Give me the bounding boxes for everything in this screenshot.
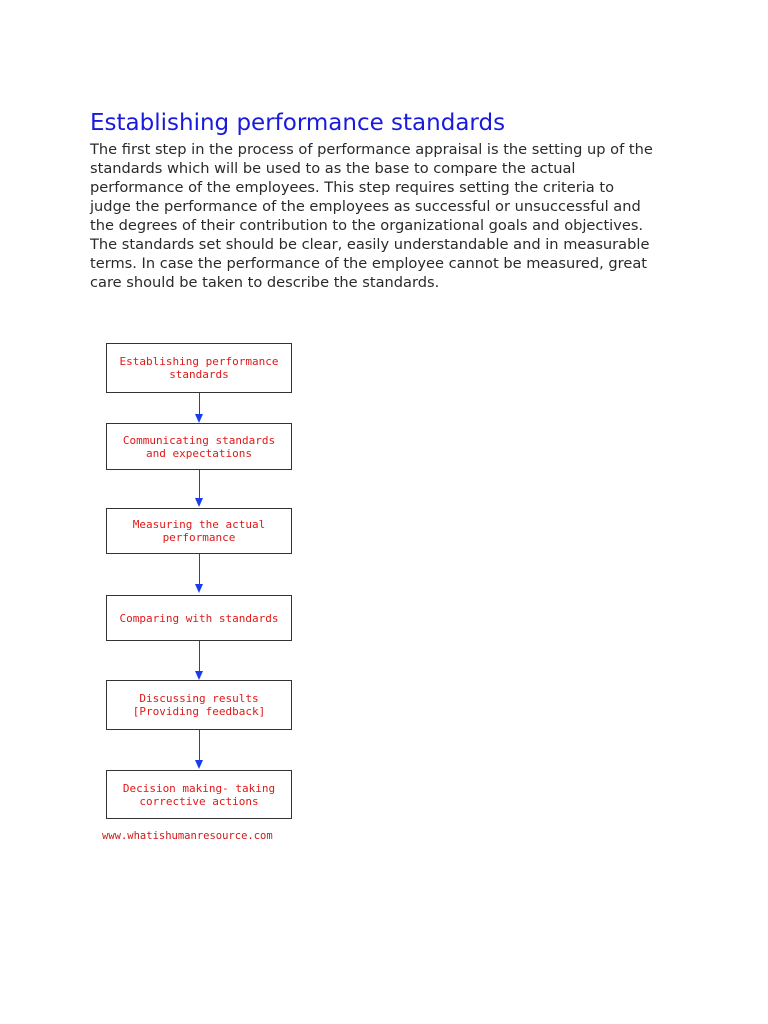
flow-step-text: corrective actions (139, 794, 259, 808)
arrow-down-icon (195, 671, 203, 680)
flow-step-comparing (106, 595, 292, 641)
body-line: The standards set should be clear, easily understandable and in measurable (90, 236, 650, 253)
flow-connector (199, 730, 200, 760)
flow-step-text: [Providing feedback] (132, 705, 266, 718)
arrow-down-icon (195, 414, 203, 423)
body-line: terms. In case the performance of the employee cannot be measured, great (90, 255, 647, 272)
arrow-down-icon (195, 498, 203, 507)
flow-step-text: Communicating standards (122, 433, 276, 447)
flow-connector (199, 641, 200, 671)
flow-step-text: standards (169, 368, 229, 381)
body-line: the degrees of their contribution to the organizational goals and objectives. (90, 217, 644, 234)
flow-step-text: Establishing performance (119, 355, 279, 368)
flow-step-text: and expectations (146, 446, 252, 460)
flow-step-text: performance (162, 531, 236, 544)
page-heading: Establishing performance standards (90, 110, 506, 136)
flow-connector (199, 393, 200, 414)
arrow-down-icon (195, 584, 203, 593)
flow-step-discussing (106, 680, 292, 730)
source-url: www.whatishumanresource.com (102, 830, 273, 842)
flow-step-text: Comparing with standards (119, 611, 279, 625)
flow-step-text: Discussing results (139, 692, 259, 705)
flow-step-text: Decision making- taking (122, 781, 276, 795)
body-line: judge the performance of the employees as successful or unsuccessful and (90, 198, 641, 215)
flow-step-establishing (106, 343, 292, 393)
flow-step-communicating (106, 423, 292, 470)
arrow-down-icon (195, 760, 203, 769)
body-line: performance of the employees. This step requires setting the criteria to (90, 179, 614, 196)
flow-step-text: Measuring the actual (132, 518, 266, 531)
flow-step-measuring (106, 508, 292, 554)
body-line: The first step in the process of performance appraisal is the setting up of the (90, 141, 653, 158)
body-line: care should be taken to describe the standards. (90, 274, 440, 291)
flow-step-decision (106, 770, 292, 819)
body-line: standards which will be used to as the base to compare the actual (90, 160, 576, 177)
flow-connector (199, 470, 200, 498)
flow-connector (199, 554, 200, 584)
body-paragraph (90, 140, 690, 292)
